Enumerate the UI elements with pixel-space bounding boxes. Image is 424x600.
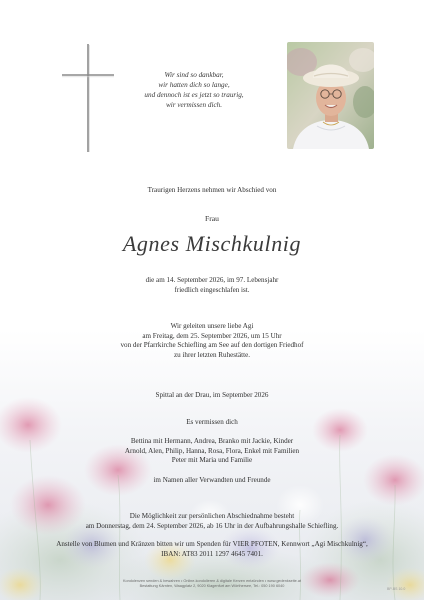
mourners-intro: Es vermissen dich — [186, 418, 238, 426]
death-notice — [0, 276, 424, 295]
donation-request — [0, 540, 424, 559]
mourners-line: Arnold, Alen, Philip, Hanna, Rosa, Flora, Enkel mit Familien — [124, 446, 300, 455]
funeral-line: Wir geleiten unsere liebe Agi — [170, 322, 254, 330]
relatives-line: im Namen aller Verwandten und Freunde — [153, 476, 271, 484]
donation-line: Anstelle von Blumen und Kränzen bitten wir um Spenden für VIER PFOTEN, Kennwort „Agi Mischkulnig“, — [56, 540, 368, 548]
footer-line: Bestattung Kärnten, Waagplatz 2, 9020 Klagenfurt am Wörthersee, Tel.: 050 190 6040 — [139, 584, 285, 588]
quote-line: wir hatten dich so lange, — [158, 81, 230, 89]
cross-icon — [60, 42, 116, 154]
footer-line: Kondolenzen senden & bewahren • Online-kondolieren & digitale Kerzen entzünden • www.gedenkseite.at — [122, 579, 302, 583]
farewell-line: Die Möglichkeit zur persönlichen Abschiednahme besteht — [129, 512, 295, 520]
intro-text: Traurigen Herzens nehmen wir Abschied von — [147, 186, 277, 194]
funeral-line: von der Pfarrkirche Schiefling am See auf den dortigen Friedhof — [120, 341, 304, 350]
portrait-photo — [287, 42, 374, 149]
death-line: friedlich eingeschlafen ist. — [174, 285, 250, 294]
farewell-details — [0, 512, 424, 531]
quote-line: wir vermissen dich. — [165, 101, 223, 109]
mourners-line: Bettina mit Hermann, Andrea, Branko mit Jackie, Kinder — [130, 437, 294, 445]
funeral-line: am Freitag, dem 25. September 2026, um 15 Uhr — [142, 331, 282, 340]
farewell-line: am Donnerstag, dem 24. September 2026, ab 16 Uhr in der Aufbahrungshalle Schiefling. — [85, 521, 339, 530]
document-code: BP-BS 10.0 — [387, 587, 406, 591]
donation-line: IBAN: AT83 2011 1297 4645 7401. — [161, 549, 263, 558]
footer-info — [0, 579, 424, 589]
deceased-name: Agnes Mischkulnig — [122, 231, 302, 256]
funeral-details — [0, 322, 424, 360]
quote-line: Wir sind so dankbar, — [164, 71, 224, 79]
memorial-quote — [118, 70, 270, 110]
salutation: Frau — [205, 214, 219, 223]
place-date: Spittal an der Drau, im September 2026 — [155, 391, 269, 399]
quote-line: und dennoch ist es jetzt so traurig, — [144, 91, 244, 99]
mourners-list — [0, 437, 424, 466]
death-line: die am 14. September 2026, im 97. Lebensjahr — [145, 276, 279, 284]
funeral-line: zu ihrer letzten Ruhestätte. — [173, 350, 251, 359]
mourners-line: Peter mit Maria und Familie — [171, 456, 253, 465]
